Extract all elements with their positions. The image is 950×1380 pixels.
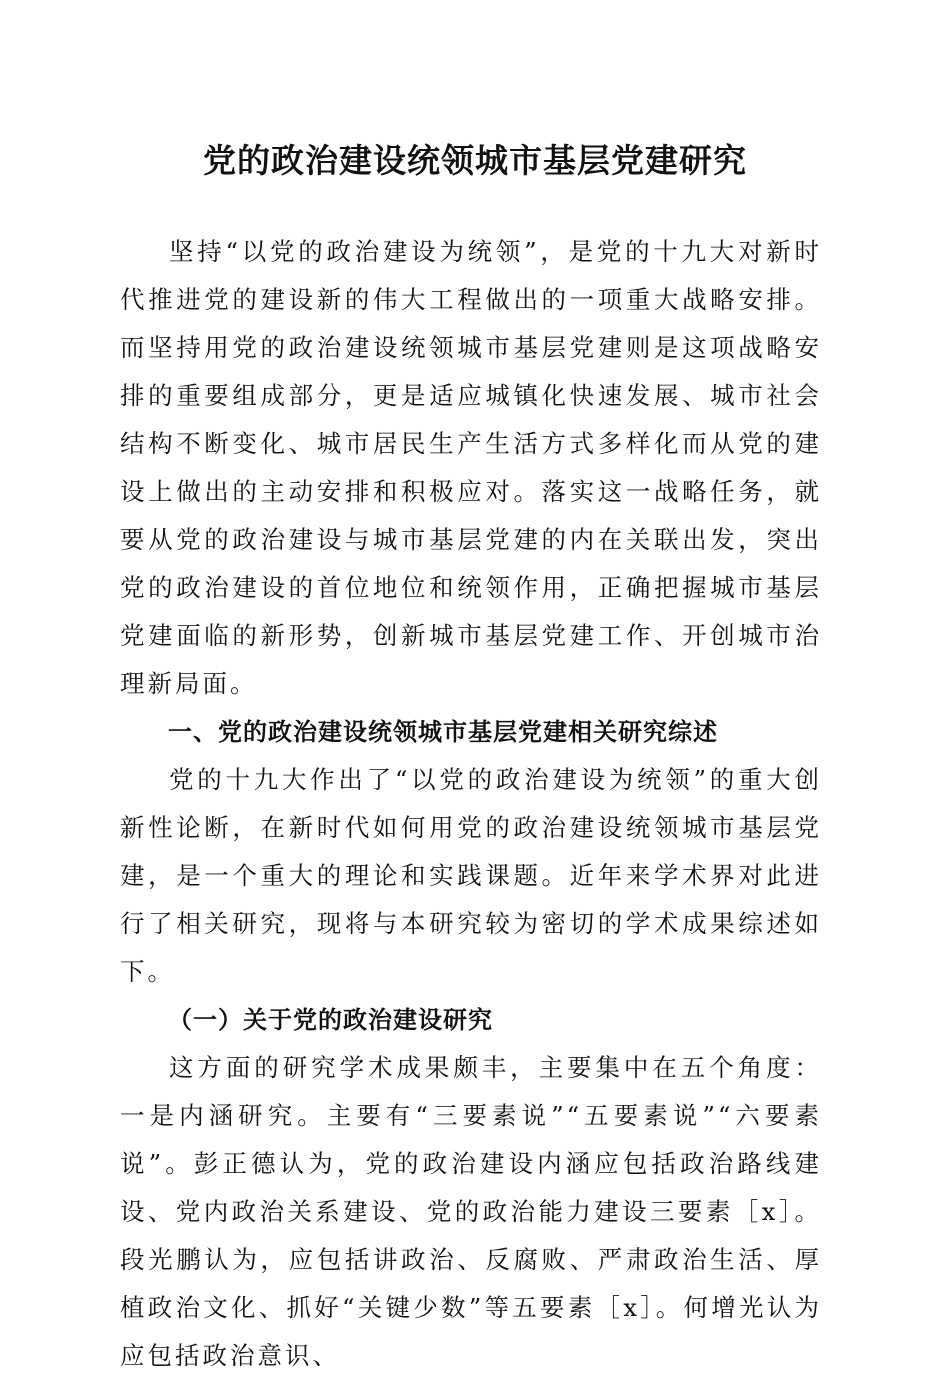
document-title: 党的政治建设统领城市基层党建研究 (203, 141, 747, 180)
section-paragraph: 党的十九大作出了“以党的政治建设为统领”的重大创新性论断，在新时代如何用党的政治建设统领城市基层党建，是一个重大的理论和实践课题。近年来学术界对此进行了相关研究，现将与本研究较为密切的学术成果综述如下。 (120, 765, 822, 986)
document-body (120, 228, 822, 1380)
section-heading: 一、党的政治建设统领城市基层党建相关研究综述 (168, 718, 718, 746)
subsection-paragraph: 这方面的研究学术成果颇丰，主要集中在五个角度：一是内涵研究。主要有“三要素说”“五要素说”“六要素说”。彭正德认为，党的政治建设内涵应包括政治路线建设、党内政治关系建设、党的政治能力建设三要素［x］。段光鹏认为，应包括讲政治、反腐败、严肃政治生活、厚植政治文化、抓好“关键少数”等五要素［x］。何增光认为应包括政治意识、 (120, 1053, 822, 1370)
subsection-heading: （一）关于党的政治建设研究 (168, 1005, 493, 1034)
intro-paragraph: 坚持“以党的政治建设为统领”，是党的十九大对新时代推进党的建设新的伟大工程做出的一项重大战略安排。而坚持用党的政治建设统领城市基层党建则是这项战略安排的重要组成部分，更是适应城镇化快速发展、城市社会结构不断变化、城市居民生产生活方式多样化而从党的建设上做出的主动安排和积极应对。落实这一战略任务，就要从党的政治建设与城市基层党建的内在关联出发，突出党的政治建设的首位地位和统领作用，正确把握城市基层党建面临的新形势，创新城市基层党建工作、开创城市治理新局面。 (120, 237, 822, 698)
